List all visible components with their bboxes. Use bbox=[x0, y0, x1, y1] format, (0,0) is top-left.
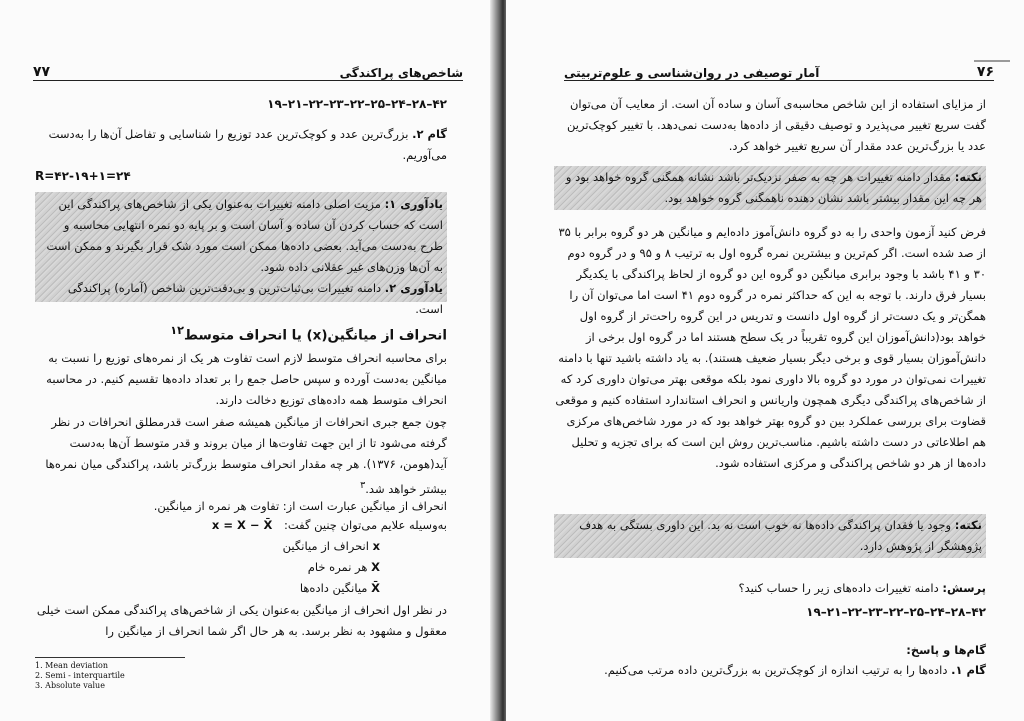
left-page bbox=[0, 0, 498, 721]
legend-symbol: X bbox=[371, 560, 380, 574]
reminder-2-label: یادآوری ۲. bbox=[384, 281, 443, 295]
data-series-text: ۱۹–۲۱–۲۲–۲۳–۲۲–۲۵–۲۴–۲۸–۴۲ bbox=[267, 97, 447, 111]
left-page-header bbox=[33, 56, 463, 81]
footnotes bbox=[35, 661, 125, 691]
step-1 bbox=[554, 660, 986, 681]
footnote-1: 1. Mean deviation bbox=[35, 661, 109, 670]
legend-item bbox=[120, 578, 380, 599]
note-text: مقدار دامنه تغییرات هر چه به صفر نزدیک‌تر باشد نشانه همگنی گروه خواهد بود و هر چه این مقدار بیشتر باشد نشان دهنده ناهمگنی گروه خواهد بود. bbox=[565, 170, 982, 205]
footnote-divider bbox=[35, 657, 185, 658]
section-heading-text: انحراف از میانگین(x) یا انحراف متوسط bbox=[184, 327, 447, 344]
paragraph-text: چون جمع جبری انحرافات از میانگین همیشه صفر است قدرمطلق انحرافات در نظر گرفته می‌شود تا از این جهت تفاوت‌ها از میان بروند و قدر متوسط آن‌ها به‌دست آید(هومن، ۱۳۷۶). هر چه مقدار انحراف متوسط بزرگ‌تر باشد، پراکندگی میان نمره‌ها بیشتر خواهد شد. bbox=[45, 415, 447, 496]
legend-item bbox=[120, 557, 380, 578]
note-label: نکته: bbox=[954, 170, 982, 184]
symbol-legend bbox=[120, 536, 380, 599]
paragraph bbox=[35, 412, 447, 500]
reminder-1-label: یادآوری ۱: bbox=[384, 197, 443, 211]
paragraph-text: انحراف از میانگین عبارت است از: تفاوت هر نمره از میانگین. bbox=[153, 499, 447, 513]
step-text: داده‌ها را به ترتیب اندازه از کوچک‌ترین به بزرگ‌ترین داده مرتب می‌کنیم. bbox=[604, 663, 952, 677]
paragraph-text: از مزایای استفاده از این شاخص محاسبه‌ی آسان و ساده آن است. از معایب آن می‌توان گفت سریع تغییر می‌پذیرد و توصیف دقیقی از داده‌ها به‌دست نمی‌دهد. با تغییر کوچک‌ترین عدد یا بزرگ‌ترین عدد مقدار آن سریع تغییر خواهد کرد. bbox=[567, 97, 986, 153]
legend-text: هر نمره خام bbox=[307, 560, 368, 574]
note-box bbox=[554, 514, 986, 558]
paragraph-text: برای محاسبه انحراف متوسط لازم است تفاوت هر یک از نمره‌های توزیع را نسبت به میانگین به‌دست آورده و سپس حاصل جمع را بر تعداد داده‌ها تقسیم کنیم. در محاسبه انحراف متوسط همه داده‌های توزیع دخالت دارند. bbox=[46, 351, 447, 407]
question bbox=[554, 578, 986, 599]
range-formula-text: R=۴۲-۱۹+۱=۲۴ bbox=[35, 169, 131, 183]
footnote-ref-3: ۳ bbox=[360, 480, 366, 491]
steps-heading bbox=[554, 640, 986, 661]
paragraph bbox=[554, 222, 986, 474]
footnote-2: 2. Semi - interquartile bbox=[35, 671, 125, 680]
footnote-ref-1: ۱ bbox=[170, 324, 178, 337]
paragraph-text: در نظر اول انحراف از میانگین به‌عنوان یکی از شاخص‌های پراکندگی ممکن است خیلی معقول و مشهود به نظر برسد. به هر حال اگر شما انحراف از میانگین را bbox=[36, 603, 447, 638]
legend-symbol: x bbox=[372, 539, 380, 553]
step-2 bbox=[35, 124, 447, 166]
scan-edge-mark bbox=[974, 60, 1010, 62]
footnote-3: 3. Absolute value bbox=[35, 681, 105, 690]
data-series bbox=[554, 602, 986, 623]
question-text: دامنه تغییرات داده‌های زیر را حساب کنید؟ bbox=[738, 581, 943, 595]
data-series-text: ۱۹–۲۱–۲۲–۲۳–۲۲–۲۵–۲۴–۲۸–۴۲ bbox=[806, 605, 986, 619]
paragraph bbox=[35, 600, 447, 642]
page-number: ۷۷ bbox=[33, 64, 51, 80]
question-label: پرسش: bbox=[942, 581, 986, 595]
mean-deviation-formula: x = X − X̄ bbox=[211, 518, 273, 532]
footnote-ref-2: ۲ bbox=[177, 324, 185, 337]
steps-heading-text: گام‌ها و پاسخ: bbox=[906, 643, 986, 657]
running-title: شاخص‌های پراکندگی bbox=[339, 66, 463, 80]
step-text: بزرگ‌ترین عدد و کوچک‌ترین عدد توزیع را شناسایی و تفاضل آن‌ها را به‌دست می‌آوریم. bbox=[48, 127, 447, 162]
paragraph bbox=[35, 496, 447, 517]
legend-item bbox=[120, 536, 380, 557]
note-box bbox=[554, 166, 986, 210]
paragraph-text: فرض کنید آزمون واحدی را به دو گروه دانش‌آموز داده‌ایم و میانگین هر دو گروه برابر با ۳۵ از صد شده است. اگر کم‌ترین و بیشترین نمره گروه اول به ترتیب ۸ و ۹۵ و در گروه دوم ۳۰ و ۴۱ باشد با وجود برابری میانگین دو گروه این دو گروه از لحاظ پراکندگی با یکدیگر بسیار فرق دارند. با توجه به این که حداکثر نمره در گروه دوم ۴۱ است اما می‌توان آن را همگن‌تر و یک دست‌تر از گروه اول دانست و تدریس در این گروه راحت‌تر از گروه اول خواهد بود(دانش‌آموزان این گروه تقریباً در یک سطح هستند اما در گروه اول برخی از دانش‌آموزان بسیار قوی و برخی دیگر بسیار ضعیف هستند). به یاد داشته باشید تنها با دامنه تغییرات نمی‌توان در مورد دو گروه بالا داوری نمود بلکه موقعی بهتر می‌توان داوری کرد که از شاخص‌های پراکندگی دیگری همچون واریانس و انحراف استاندارد استفاده کنیم و موقعی قضاوت برای بررسی عملکرد بین دو گروه بهتر خواهد بود که در مورد شاخص‌های مرکزی هم اطلاعاتی در دست داشته باشیم. مناسب‌ترین روش این است که برای تجزیه و تحلیل داده‌ها از هر دو شاخص پراکندگی و مرکزی استفاده شود. bbox=[555, 225, 986, 470]
right-page bbox=[506, 0, 1024, 721]
note-text: وجود یا فقدان پراکندگی داده‌ها نه خوب است نه بد. این داوری بستگی به هدف پژوهشگر از پژوهش دارد. bbox=[579, 518, 982, 553]
section-heading bbox=[35, 320, 447, 347]
legend-text: میانگین داده‌ها bbox=[299, 581, 368, 595]
step-label: گام ۱. bbox=[951, 663, 986, 677]
reminder-2-text: دامنه تغییرات بی‌ثبات‌ترین و بی‌دقت‌ترین شاخص (آماره) پراکندگی است. bbox=[67, 281, 443, 316]
right-page-header bbox=[564, 56, 994, 81]
formula-intro: به‌وسیله علایم می‌توان چنین گفت: bbox=[284, 518, 447, 532]
formula-line bbox=[35, 515, 447, 536]
reminder-box bbox=[35, 192, 447, 316]
page-number: ۷۶ bbox=[976, 64, 994, 80]
step-label: گام ۲. bbox=[412, 127, 447, 141]
range-formula bbox=[35, 166, 447, 187]
running-title: آمار توصیفی در روان‌شناسی و علوم‌تربیتی bbox=[564, 66, 820, 80]
note-label: نکته: bbox=[954, 518, 982, 532]
reminder-1-text: مزیت اصلی دامنه تغییرات به‌عنوان یکی از شاخص‌های پراکندگی این است که حساب کردن آن ساده و آسان است و بر پایه دو نمره انتهایی محاسبه و طرح به‌دست می‌آید. بعضی داده‌ها ممکن است مورد شک قرار بگیرند و ممکن است به آن‌ها وزن‌های غیر عقلانی داده شود. bbox=[46, 197, 443, 274]
paragraph bbox=[35, 348, 447, 411]
legend-text: انحراف از میانگین bbox=[282, 539, 369, 553]
data-series bbox=[35, 94, 447, 115]
paragraph bbox=[554, 94, 986, 157]
legend-symbol: X̄ bbox=[371, 581, 380, 595]
